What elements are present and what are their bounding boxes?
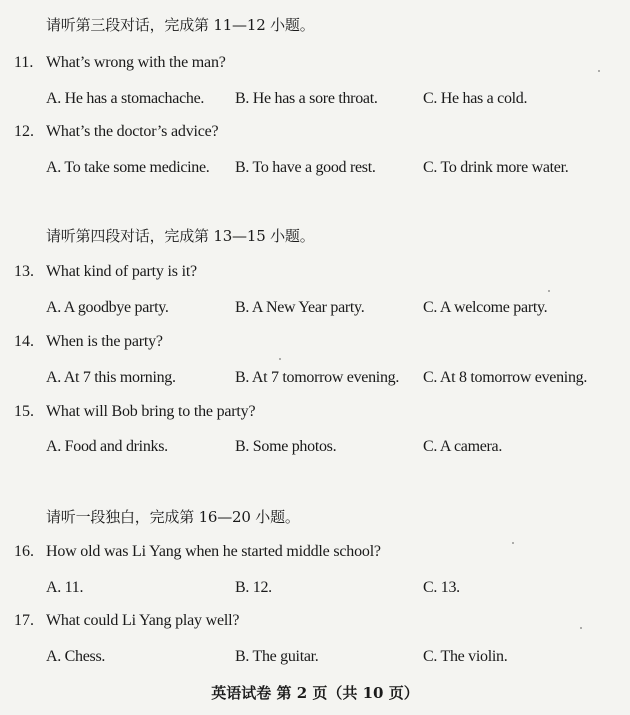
option-a: A. 11. <box>46 579 84 596</box>
question-number: 14. <box>14 333 34 350</box>
question-text: When is the party? <box>46 333 163 350</box>
scan-speck <box>598 70 600 72</box>
option-a: A. Food and drinks. <box>46 438 168 455</box>
scan-speck <box>512 542 514 544</box>
option-c: C. 13. <box>423 579 460 596</box>
scan-speck <box>580 627 582 629</box>
question-text: What’s the doctor’s advice? <box>46 123 219 140</box>
option-c: C. At 8 tomorrow evening. <box>423 369 588 386</box>
question-number: 11. <box>14 54 34 71</box>
question-number: 12. <box>14 123 34 140</box>
option-b: B. At 7 tomorrow evening. <box>235 369 400 386</box>
option-a: A. To take some medicine. <box>46 159 210 176</box>
option-b: B. Some photos. <box>235 438 337 455</box>
question-number: 17. <box>14 612 34 629</box>
option-a: A. A goodbye party. <box>46 299 169 316</box>
option-c: C. He has a cold. <box>423 90 528 107</box>
option-a: A. At 7 this morning. <box>46 369 176 386</box>
question-text: What could Li Yang play well? <box>46 612 240 629</box>
option-a: A. He has a stomachache. <box>46 90 205 107</box>
question-number: 16. <box>14 543 34 560</box>
section-header-monologue: 请听一段独白，完成第 16—20 小题。 <box>46 508 300 526</box>
option-c: C. The violin. <box>423 648 508 665</box>
scan-speck <box>548 290 550 292</box>
option-a: A. Chess. <box>46 648 106 665</box>
page-footer: 英语试卷 第 2 页（共 10 页） <box>211 684 419 702</box>
option-c: C. A welcome party. <box>423 299 548 316</box>
option-b: B. The guitar. <box>235 648 319 665</box>
question-number: 15. <box>14 403 34 420</box>
option-b: B. To have a good rest. <box>235 159 376 176</box>
question-text: What will Bob bring to the party? <box>46 403 256 420</box>
question-text: What’s wrong with the man? <box>46 54 226 71</box>
option-b: B. He has a sore throat. <box>235 90 378 107</box>
scan-speck <box>279 358 281 360</box>
question-text: What kind of party is it? <box>46 263 197 280</box>
question-text: How old was Li Yang when he started middle school? <box>46 543 381 560</box>
option-b: B. A New Year party. <box>235 299 365 316</box>
question-number: 13. <box>14 263 34 280</box>
option-c: C. To drink more water. <box>423 159 569 176</box>
option-b: B. 12. <box>235 579 272 596</box>
section-header-dialogue-4: 请听第四段对话，完成第 13—15 小题。 <box>46 227 315 245</box>
section-header-dialogue-3: 请听第三段对话，完成第 11—12 小题。 <box>46 16 315 34</box>
option-c: C. A camera. <box>423 438 503 455</box>
